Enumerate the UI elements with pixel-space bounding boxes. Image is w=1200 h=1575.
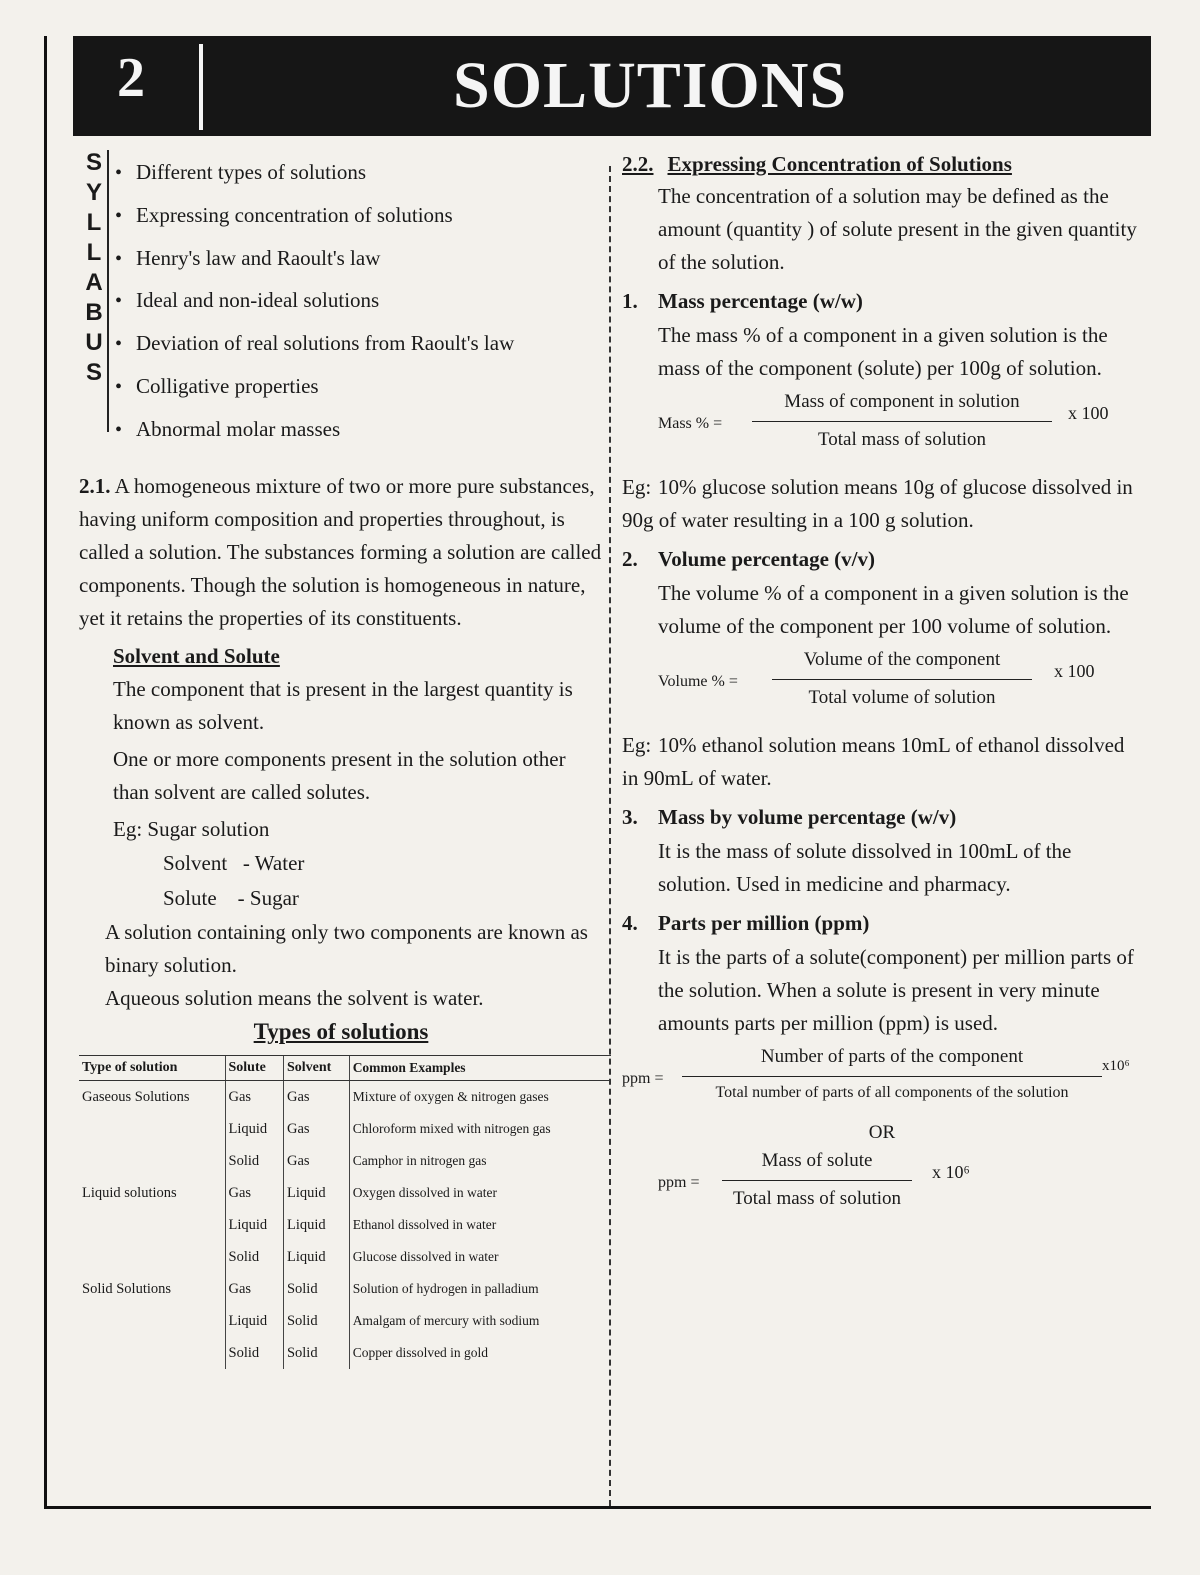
table-cell: Solid Solutions (82, 1280, 172, 1297)
formula-numerator: Volume of the component (803, 649, 1001, 670)
formula-denominator: Total number of parts of all components of the solution (715, 1084, 1069, 1101)
table-cell: Liquid solutions (82, 1184, 177, 1201)
formula-numerator: Number of parts of the component (760, 1046, 1024, 1067)
solvent-definition: The component that is present in the largest quantity is known as solvent. (113, 677, 573, 734)
table-cell: Solution of hydrogen in palladium (349, 1273, 611, 1305)
binary-solution-text: A solution containing only two components are known as binary solution. (105, 920, 588, 977)
table-cell (79, 1113, 225, 1145)
syllabus-item: • Different types of solutions (115, 152, 514, 195)
table-cell: Liquid (283, 1241, 349, 1273)
table-cell: Solid (225, 1337, 283, 1369)
table-cell: Gas (225, 1081, 283, 1114)
table-cell: Solid (283, 1273, 349, 1305)
table-row (79, 1305, 611, 1337)
table-cell: Liquid (225, 1209, 283, 1241)
table-cell: Glucose dissolved in water (349, 1241, 611, 1273)
mass-by-volume-heading (622, 799, 1142, 835)
syllabus-item: • Deviation of real solutions from Raoult's law (115, 323, 514, 366)
syllabus-letter: Y (85, 179, 102, 206)
table-row (79, 1145, 611, 1177)
ppm-formula-parts (622, 1046, 1142, 1116)
volume-percentage-text: The volume % of a component in a given solution is the volume of the component per 100 volume of solution. (658, 581, 1129, 638)
table-cell: Amalgam of mercury with sodium (349, 1305, 611, 1337)
table-cell: Gaseous Solutions (82, 1088, 190, 1105)
table-cell: Liquid (225, 1113, 283, 1145)
chapter-number: 2 (117, 47, 145, 109)
table-cell: Oxygen dissolved in water (349, 1177, 611, 1209)
table-row (79, 1337, 611, 1369)
left-column (79, 148, 603, 1369)
table-header-cell: Solvent (283, 1056, 349, 1081)
table-row (79, 1081, 611, 1114)
syllabus-letter: L (86, 239, 102, 266)
textbook-page (44, 36, 1151, 1509)
formula-multiplier: x 100 (1054, 661, 1095, 681)
solute-example: Solute - Sugar (163, 886, 299, 910)
solvent-example: Solvent - Water (163, 851, 305, 875)
mass-by-volume-text: It is the mass of solute dissolved in 100mL of the solution. Used in medicine and pharmacy. (658, 839, 1072, 896)
formula-numerator: Mass of solute (761, 1150, 873, 1171)
table-cell: Mixture of oxygen & nitrogen gases (349, 1081, 611, 1114)
item-number: 4. (622, 911, 638, 935)
volume-percent-example (622, 729, 1142, 795)
syllabus-letter: L (86, 209, 102, 236)
aqueous-solution-text: Aqueous solution means the solvent is water. (105, 986, 484, 1010)
mass-percentage-text: The mass % of a component in a given solution is the mass of the component (solute) per 100g of solution. (658, 323, 1108, 380)
syllabus-item: • Expressing concentration of solutions (115, 195, 514, 238)
section-2-2-title: Expressing Concentration of Solutions (667, 152, 1012, 176)
right-column (622, 148, 1142, 1230)
header-divider (199, 44, 203, 130)
syllabus-letter: U (85, 329, 103, 356)
ppm-formula-mass (622, 1150, 1142, 1224)
section-2-2-text: The concentration of a solution may be defined as the amount (quantity ) of solute present in the given quantity of the solution. (658, 184, 1137, 274)
table-row (79, 1241, 611, 1273)
table-cell: Chloroform mixed with nitrogen gas (349, 1113, 611, 1145)
fraction-bar (722, 1180, 912, 1181)
table-cell: Gas (225, 1177, 283, 1209)
chapter-header (73, 36, 1151, 136)
ppm-heading (622, 905, 1142, 941)
example-text: 10% ethanol solution means 10mL of ethanol dissolved in 90mL of water. (622, 733, 1125, 790)
table-cell: Liquid (225, 1305, 283, 1337)
table-header-row (79, 1056, 611, 1081)
ppm-text: It is the parts of a solute(component) per million parts of the solution. When a solute is present in very minute amounts parts per million (ppm) is used. (658, 945, 1134, 1035)
table-cell: Gas (225, 1273, 283, 1305)
solute-definition: One or more components present in the solution other than solvent are called solutes. (113, 747, 566, 804)
example-text: 10% glucose solution means 10g of glucose dissolved in 90g of water resulting in a 100 g solution. (622, 475, 1133, 532)
table-cell: Solid (225, 1145, 283, 1177)
formula-denominator: Total volume of solution (808, 687, 996, 708)
item-title: Parts per million (ppm) (658, 911, 870, 935)
formula-denominator: Total mass of solution (817, 429, 987, 450)
table-row (79, 1273, 611, 1305)
item-title: Mass percentage (w/w) (658, 289, 863, 313)
formula-label: Volume % = (658, 673, 738, 690)
fraction-bar (752, 421, 1052, 422)
table-row (79, 1113, 611, 1145)
formula-numerator: Mass of component in solution (784, 391, 1020, 412)
syllabus-item: • Henry's law and Raoult's law (115, 238, 514, 281)
mass-percent-example (622, 471, 1142, 537)
solvent-solute-heading: Solvent and Solute (113, 644, 280, 668)
syllabus-letter: S (85, 149, 102, 176)
section-2-2-heading (622, 148, 1142, 180)
table-cell: Liquid (283, 1209, 349, 1241)
syllabus-letter: S (85, 359, 102, 386)
formula-label: ppm = (658, 1174, 700, 1191)
table-cell: Solid (283, 1337, 349, 1369)
section-number: 2.1. (79, 474, 111, 498)
example-key: Eg: (622, 733, 652, 757)
syllabus-letter: A (85, 269, 103, 296)
volume-percentage-heading (622, 541, 1142, 577)
section-2-1 (79, 470, 603, 635)
syllabus-item: • Colligative properties (115, 366, 514, 409)
mass-percentage-heading (622, 283, 1142, 319)
syllabus-box (79, 148, 603, 470)
formula-multiplier: x10⁶ (1102, 1058, 1130, 1074)
table-cell (79, 1145, 225, 1177)
example-line: Eg: Sugar solution (113, 817, 270, 841)
syllabus-list (115, 152, 514, 452)
section-2-1-text: A homogeneous mixture of two or more pure substances, having uniform composition and properties throughout, is called a solution. The substances forming a solution are called components. Though the solution is homogeneous in nature, yet it retains the properties of its constituents. (79, 474, 602, 630)
table-cell (79, 1305, 225, 1337)
formula-label: Mass % = (658, 415, 723, 432)
table-row (79, 1177, 611, 1209)
table-header-cell: Common Examples (349, 1056, 611, 1081)
formula-multiplier: x 100 (1068, 403, 1109, 423)
section-number: 2.2. (622, 152, 654, 176)
syllabus-rule (107, 150, 109, 432)
table-cell: Gas (283, 1113, 349, 1145)
fraction-bar (682, 1076, 1102, 1077)
syllabus-letter: B (85, 299, 103, 326)
table-cell: Ethanol dissolved in water (349, 1209, 611, 1241)
or-separator: OR (868, 1122, 896, 1143)
formula-multiplier: x 10⁶ (932, 1162, 970, 1182)
volume-percent-formula (622, 649, 1142, 723)
syllabus-item: • Ideal and non-ideal solutions (115, 280, 514, 323)
example-key: Eg: (622, 475, 652, 499)
item-number: 2. (622, 547, 638, 571)
table-cell (79, 1209, 225, 1241)
syllabus-item: • Abnormal molar masses (115, 409, 514, 452)
types-table-title: Types of solutions (253, 1019, 429, 1044)
types-of-solutions-table (79, 1055, 611, 1369)
fraction-bar (772, 679, 1032, 680)
formula-label: ppm = (622, 1070, 664, 1087)
table-row (79, 1209, 611, 1241)
table-cell (79, 1241, 225, 1273)
table-header-cell: Type of solution (79, 1056, 225, 1081)
mass-percent-formula (622, 391, 1142, 465)
table-cell (79, 1337, 225, 1369)
item-title: Volume percentage (v/v) (658, 547, 875, 571)
table-cell: Camphor in nitrogen gas (349, 1145, 611, 1177)
table-cell: Liquid (283, 1177, 349, 1209)
table-cell: Copper dissolved in gold (349, 1337, 611, 1369)
item-number: 1. (622, 289, 638, 313)
table-cell: Solid (283, 1305, 349, 1337)
table-cell: Solid (225, 1241, 283, 1273)
item-number: 3. (622, 805, 638, 829)
table-header-cell: Solute (225, 1056, 283, 1081)
syllabus-vertical-label (81, 148, 107, 388)
item-title: Mass by volume percentage (w/v) (658, 805, 957, 829)
chapter-title: SOLUTIONS (453, 49, 848, 122)
table-cell: Gas (283, 1081, 349, 1114)
table-cell: Gas (283, 1145, 349, 1177)
formula-denominator: Total mass of solution (732, 1188, 902, 1209)
